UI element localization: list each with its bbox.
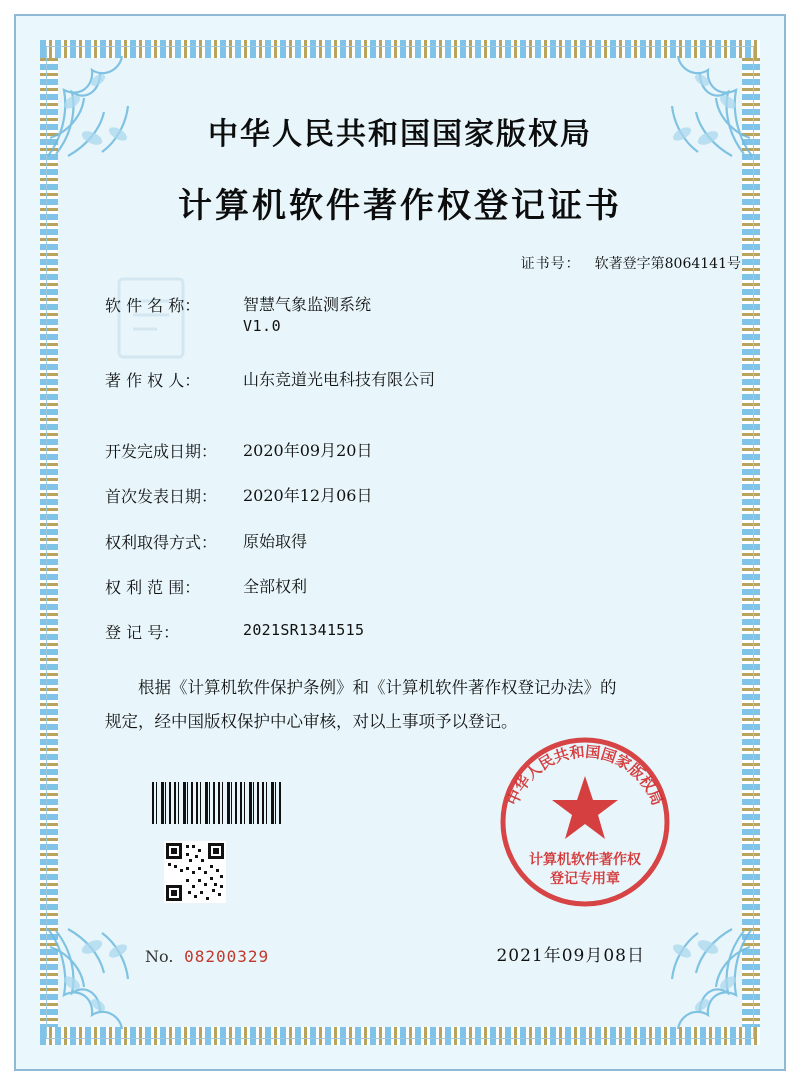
seal-line-1: 计算机软件著作权 — [529, 852, 641, 868]
seal-line-2: 登记专用章 — [550, 871, 620, 887]
field-software-name-value: 智慧气象监测系统 — [243, 295, 372, 314]
page-title-main: 计算机软件著作权登记证书 — [178, 186, 622, 226]
field-software-name-value-group — [223, 293, 713, 338]
field-first-publish-date — [105, 484, 713, 507]
issue-date: 2021年09月08日 — [496, 946, 645, 966]
field-registration-number-value: 2021SR1341515 — [243, 620, 365, 639]
certificate-number — [47, 253, 753, 273]
field-software-name — [105, 293, 713, 338]
serial-number-value: 08200329 — [184, 947, 270, 966]
field-rights-acquisition-value: 原始取得 — [243, 531, 308, 551]
field-first-publish-date-value: 2020年12月06日 — [243, 486, 373, 506]
spacer-1 — [105, 360, 713, 368]
qr-code-image — [164, 841, 226, 903]
field-registration-number — [105, 620, 713, 643]
codes-group — [152, 782, 282, 903]
field-copyright-owner-value: 山东竞道光电科技有限公司 — [243, 369, 436, 389]
certificate-content — [47, 47, 753, 1038]
field-development-complete-date-label: 开发完成日期： — [105, 442, 218, 462]
field-first-publish-date-label: 首次发表日期： — [105, 487, 218, 507]
barcode-image — [152, 782, 282, 824]
serial-number-label: No. — [145, 947, 174, 966]
field-copyright-owner — [105, 368, 713, 391]
field-rights-acquisition-label: 权利取得方式： — [105, 532, 218, 552]
certificate-number-value: 软著登字第8064141号 — [594, 256, 741, 272]
official-seal — [487, 724, 683, 920]
registration-statement-line-1: 根据《计算机软件保护条例》和《计算机软件著作权登记办法》的 — [138, 677, 617, 697]
field-registration-number-label: 登 记 号： — [105, 622, 180, 642]
field-rights-scope-value: 全部权利 — [243, 576, 308, 596]
field-rights-scope — [105, 575, 713, 598]
serial-number — [145, 947, 269, 966]
field-software-version-value: V1.0 — [243, 317, 282, 336]
field-software-name-label: 软 件 名 称： — [105, 296, 201, 315]
field-rights-scope-label: 权 利 范 围： — [105, 577, 201, 597]
seal-star-icon — [552, 776, 618, 839]
page-title-issuer: 中华人民共和国国家版权局 — [208, 117, 592, 152]
field-copyright-owner-label: 著 作 权 人： — [105, 370, 201, 390]
spacer-2 — [105, 413, 713, 439]
certificate-number-label: 证书号： — [520, 256, 581, 272]
field-rights-acquisition — [105, 530, 713, 553]
registration-statement-line-2: 规定，经中国版权保护中心审核，对以上事项予以登记。 — [105, 711, 518, 731]
field-development-complete-date — [105, 439, 713, 462]
seal-outer-text: 中华人民共和国国家版权局 — [503, 742, 667, 809]
emblem-watermark-icon — [115, 275, 187, 361]
field-development-complete-date-value: 2020年09月20日 — [243, 441, 373, 461]
